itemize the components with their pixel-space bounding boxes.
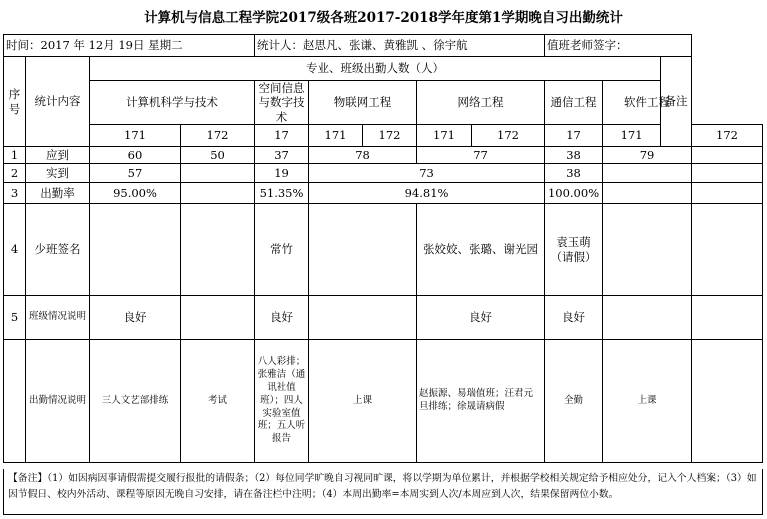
value-cell: 60: [90, 147, 181, 164]
value-cell: 73: [309, 164, 545, 183]
row-label: 班级情况说明: [26, 296, 90, 340]
value-cell: 八人彩排；张雅洁（通讯社值班）；四人实验室值班；五人听报告: [255, 340, 309, 463]
major-cell: 空间信息与数字技术: [255, 81, 309, 125]
remark-cell: [692, 204, 763, 296]
attendance-table: [3, 34, 763, 463]
value-cell: [603, 183, 692, 204]
value-cell: 良好: [255, 296, 309, 340]
value-cell: 79: [603, 147, 692, 164]
class-cell: 17: [545, 125, 603, 147]
remark-cell: [692, 340, 763, 463]
value-cell: 94.81%: [309, 183, 545, 204]
major-cell: 计算机科学与技术: [90, 81, 255, 125]
value-cell: [309, 296, 417, 340]
row-no: 2: [4, 164, 26, 183]
table-row: [4, 296, 763, 340]
table-row: [4, 183, 763, 204]
value-cell: 上课: [603, 340, 692, 463]
value-cell: 良好: [417, 296, 545, 340]
value-cell: 考试: [181, 340, 255, 463]
major-row: [4, 81, 763, 125]
value-cell: 100.00%: [545, 183, 603, 204]
note-text: 【备注】（1）如因病因事请假需提交履行报批的请假条；（2）每位同学旷晚自习视同旷课，将以学期为单位累计，并根据学校相关规定给予相应处分，记入个人档案；（3）如因节假日、校内外活动、课程等原因无晚自习安排，请在备注栏中注明；（4）本周出勤率=本周实到人次/本周应到人次，结果保留两位小数。: [8, 473, 757, 500]
class-cell: 172: [692, 125, 763, 147]
statisticians-cell: 统计人：赵思凡、张谦、黄雅凯 、徐宇航: [255, 35, 545, 57]
value-cell: 57: [90, 164, 181, 183]
class-cell: 172: [472, 125, 545, 147]
value-cell: 77: [417, 147, 545, 164]
page-title: 计算机与信息工程学院2017级各班2017-2018学年度第1学期晚自习出勤统计: [144, 10, 623, 26]
value-cell: [90, 204, 181, 296]
note-box: [3, 469, 763, 515]
row-no: 4: [4, 204, 26, 296]
table-row: [4, 340, 763, 463]
value-cell: 51.35%: [255, 183, 309, 204]
major-cell: 物联网工程: [309, 81, 417, 125]
row-label: 应到: [26, 147, 90, 164]
value-cell: 张姣姣、张璐、谢光园: [417, 204, 545, 296]
row-no: [4, 340, 26, 463]
row-label: 实到: [26, 164, 90, 183]
table-row: [4, 147, 763, 164]
value-cell: 全勤: [545, 340, 603, 463]
value-cell: 袁玉萌（请假）: [545, 204, 603, 296]
value-cell: 50: [181, 147, 255, 164]
value-cell: 良好: [90, 296, 181, 340]
time-cell: 时间：2017 年 12月 19日 星期二: [4, 35, 255, 57]
value-cell: [603, 164, 692, 183]
value-cell: 95.00%: [90, 183, 181, 204]
info-row: [4, 35, 763, 57]
value-cell: 19: [255, 164, 309, 183]
class-cell: 171: [603, 125, 661, 147]
value-cell: [181, 296, 255, 340]
remark-header: 备注: [661, 57, 692, 147]
value-cell: [309, 204, 417, 296]
class-cell: 171: [309, 125, 363, 147]
value-cell: [603, 296, 692, 340]
content-header: 统计内容: [26, 57, 90, 147]
value-cell: 上课: [309, 340, 417, 463]
major-cell: 通信工程: [545, 81, 603, 125]
teacher-sign-cell: 值班老师签字：: [545, 35, 692, 57]
value-cell: [181, 164, 255, 183]
value-cell: 三人文艺部排练: [90, 340, 181, 463]
row-label: 少班签名: [26, 204, 90, 296]
row-no: 1: [4, 147, 26, 164]
class-cell: 171: [417, 125, 472, 147]
class-cell: 172: [181, 125, 255, 147]
remark-cell: [692, 183, 763, 204]
class-cell: 17: [255, 125, 309, 147]
table-row: [4, 204, 763, 296]
header-row-1: [4, 57, 763, 81]
remark-cell: [692, 164, 763, 183]
table-row: [4, 164, 763, 183]
value-cell: 38: [545, 147, 603, 164]
remark-cell: [692, 147, 763, 164]
row-label: 出勤情况说明: [26, 340, 90, 463]
value-cell: 常竹: [255, 204, 309, 296]
remark-cell: [692, 296, 763, 340]
value-cell: [181, 204, 255, 296]
major-cell: 软件工程: [603, 81, 692, 125]
value-cell: [181, 183, 255, 204]
value-cell: [603, 204, 692, 296]
class-row: [4, 125, 763, 147]
value-cell: 良好: [545, 296, 603, 340]
value-cell: 78: [309, 147, 417, 164]
value-cell: 38: [545, 164, 603, 183]
seq-header: 序号: [4, 57, 26, 147]
value-cell: 赵振源、易瑞值班；汪君元旦排练；徐晟请病假: [417, 340, 545, 463]
class-cell: 171: [90, 125, 181, 147]
class-cell: 172: [363, 125, 417, 147]
major-cell: 网络工程: [417, 81, 545, 125]
row-no: 5: [4, 296, 26, 340]
group-header: 专业、班级出勤人数（人）: [90, 57, 661, 81]
row-label: 出勤率: [26, 183, 90, 204]
value-cell: 37: [255, 147, 309, 164]
row-no: 3: [4, 183, 26, 204]
